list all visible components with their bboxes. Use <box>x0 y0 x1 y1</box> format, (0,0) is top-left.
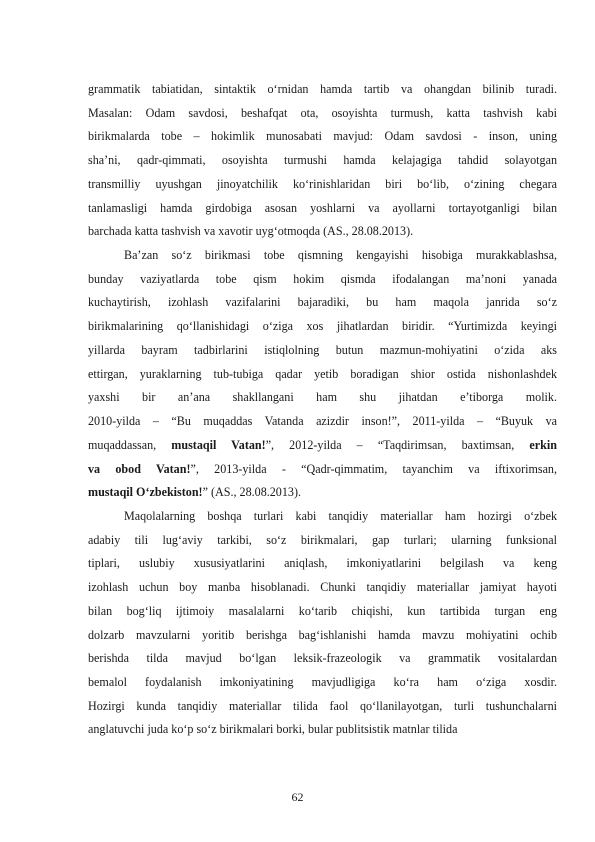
text-line <box>88 386 557 410</box>
text-line <box>88 363 557 387</box>
paragraph <box>88 78 557 244</box>
text-line <box>88 552 557 576</box>
bold-text: mustaqil Vatan! <box>171 437 266 452</box>
text-segment: grammatik tabiatidan, sintaktik o‘rnidan hamda tartib va ohangdan bilinib turadi. <box>88 82 557 96</box>
text-segment: yaxshi bir an’ana shakllangani ham shu jihatdan e’tiborga molik. <box>88 390 557 405</box>
text-line <box>88 173 557 197</box>
bold-text: erkin <box>529 437 557 452</box>
text-segment: bunday vaziyatlarda tobe qism hokim qismda ifodalangan ma’noni yanada <box>88 271 557 286</box>
text-segment: transmilliy uyushgan jinoyatchilik ko‘rinishlaridan biri bo‘lib, o‘zining chegara <box>88 176 557 191</box>
text-segment: adabiy tili lug‘aviy tarkibi, so‘z birikmalari, gap turlari; ularning funksional <box>88 532 557 547</box>
body-text <box>88 78 557 742</box>
text-line <box>88 695 557 719</box>
text-line <box>88 481 557 505</box>
text-line <box>88 291 557 315</box>
text-segment: sha’ni, qadr-qimmati, osoyishta turmushi hamda kelajagiga tahdid solayotgan <box>88 153 557 168</box>
text-line <box>88 505 557 529</box>
text-segment: birikmalarda tobe – hokimlik munosabati mavjud: Odam savdosi - inson, uning <box>88 129 557 144</box>
text-line <box>88 197 557 221</box>
text-segment: Masalan: Odam savdosi, beshafqat ota, osoyishta turmush, katta tashvish kabi <box>88 105 557 120</box>
text-line <box>88 315 557 339</box>
text-segment: berishda tilda mavjud bo‘lgan leksik-frazeologik va grammatik vositalardan <box>88 651 557 666</box>
text-segment: yillarda bayram tadbirlarini istiqlolning butun mazmun-mohiyatini o‘zida aks <box>88 342 557 357</box>
bold-text: mustaqil O‘zbekiston! <box>88 485 203 500</box>
text-line <box>88 600 557 624</box>
text-line <box>88 339 557 363</box>
text-line <box>88 149 557 173</box>
text-line <box>88 576 557 600</box>
text-line <box>88 718 557 742</box>
bold-text: va obod Vatan! <box>88 461 191 476</box>
text-segment: birikmalarining qo‘llanishidagi o‘ziga xos jihatlardan biridir. “Yurtimizda keyingi <box>88 319 557 334</box>
text-line <box>88 268 557 292</box>
text-line <box>88 434 557 458</box>
text-line <box>88 671 557 695</box>
text-segment: tiplari, uslubiy xususiyatlarini aniqlash, imkoniyatlarini belgilash va keng <box>88 556 557 571</box>
text-line <box>88 125 557 149</box>
text-segment: muqaddassan, <box>88 437 172 452</box>
text-segment: Hozirgi kunda tanqidiy materiallar tilida faol qo‘llanilayotgan, turli tushunchalarni <box>88 698 557 713</box>
text-line <box>88 410 557 434</box>
text-line <box>88 220 557 244</box>
page-number: 62 <box>291 790 304 804</box>
text-segment: ”, 2013-yilda - “Qadr-qimmatim, tayanchim va iftixorimsan, <box>190 461 558 476</box>
text-segment: bilan bog‘liq ijtimoiy masalalarni ko‘tarib chiqishi, kun tartibida turgan eng <box>88 603 557 618</box>
text-line <box>88 647 557 671</box>
text-line <box>88 529 557 553</box>
paragraph <box>88 505 557 742</box>
text-segment: Ba’zan so‘z birikmasi tobe qismning kengayishi hisobiga murakkablashsa, <box>124 248 557 263</box>
text-segment: dolzarb mavzularni yoritib berishga bag‘ishlanishi hamda mavzu mohiyatini ochib <box>88 627 557 642</box>
text-segment: bemalol foydalanish imkoniyatining mavjudligiga ko‘ra ham o‘ziga xosdir. <box>88 674 557 689</box>
text-segment: barchada katta tashvish va xavotir uyg‘otmoqda (AS., 28.08.2013). <box>88 224 414 239</box>
paragraph <box>88 244 557 505</box>
text-segment: Maqolalarning boshqa turlari kabi tanqidiy materiallar ham hozirgi o‘zbek <box>124 508 557 523</box>
text-line <box>88 624 557 648</box>
text-line <box>88 244 557 268</box>
text-segment: ”, 2012-yilda – “Taqdirimsan, baxtimsan, <box>265 437 530 452</box>
text-segment: anglatuvchi juda ko‘p so‘z birikmalari borki, bular publitsistik matnlar tilida <box>88 722 458 737</box>
text-line <box>88 102 557 126</box>
text-segment: 2010-yilda – “Bu muqaddas Vatanda azizdir inson!”, 2011-yilda – “Buyuk va <box>88 414 557 429</box>
text-segment: ettirgan, yuraklarning tub-tubiga qadar yetib boradigan shior ostida nishonlashdek <box>88 366 557 381</box>
text-segment: kuchaytirish, izohlash vazifalarini bajaradiki, bu ham maqola janrida so‘z <box>88 295 557 310</box>
text-line <box>88 458 557 482</box>
text-line <box>88 78 557 102</box>
text-segment: tanlamasligi hamda girdobiga asosan yoshlarni va ayollarni tortayotganligi bilan <box>88 200 557 215</box>
text-segment: izohlash uchun boy manba hisoblanadi. Chunki tanqidiy materiallar jamiyat hayoti <box>88 580 557 595</box>
text-segment: ” (AS., 28.08.2013). <box>202 485 301 500</box>
